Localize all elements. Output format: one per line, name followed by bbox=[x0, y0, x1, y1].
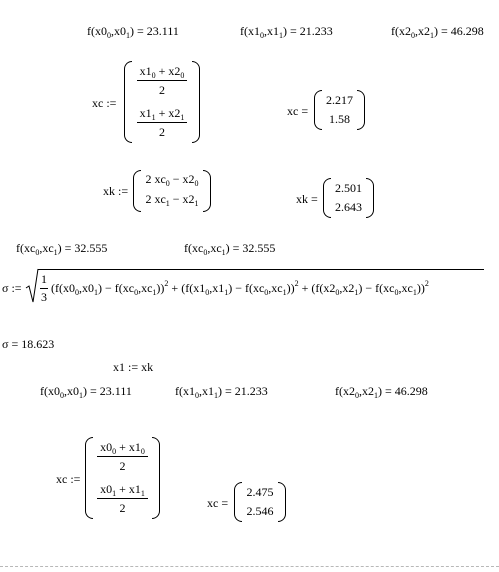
xc-def2-top-fraction: $\frac{x0_0 + x1_0}{2}$ bbox=[97, 440, 148, 473]
f-x0-value-2: $f(x0_0,x0_1) = 23.111$ bbox=[40, 384, 132, 400]
xc-result-vector bbox=[314, 90, 365, 130]
xk-def-vector: 2 $xc_0 - x2_0$ 2 $xc_1 - x2_1$ bbox=[133, 170, 211, 212]
xc-def-vector bbox=[124, 61, 200, 143]
f-x2-value-2: $f(x2_0,x2_1) = 46.298$ bbox=[335, 384, 428, 400]
sigma-def-lhs: σ := bbox=[2, 281, 22, 295]
one-third-fraction: $\frac{1}{3}$ bbox=[41, 272, 47, 304]
xk-result-1: 2.643 bbox=[335, 200, 362, 214]
xc-result2-lhs: xc = bbox=[207, 496, 229, 510]
xc-result-0: 2.217 bbox=[326, 93, 353, 107]
xc-result2-1: 2.546 bbox=[246, 504, 274, 518]
xk-result-lhs: xk = bbox=[296, 192, 318, 206]
sigma-expression: $\frac{1}{3}$ $(f(x0_0,x0_1) - f(xc_0,xc_1))^2 + (f(x1_0,x1_1) - f(xc_0,xc_1))^2 + (f(x2_0,x2_1) - f(xc_0,xc_1))^2$ bbox=[41, 272, 429, 304]
xc-result2-0: 2.475 bbox=[246, 485, 274, 499]
page-break-line bbox=[0, 566, 499, 567]
xc-def2-bottom-fraction: $\frac{x0_1 + x1_1}{2}$ bbox=[97, 482, 148, 515]
xk-result-vector bbox=[323, 178, 374, 218]
f-x2-value: $f(x2_0,x2_1) = 46.298$ bbox=[391, 24, 484, 40]
x1-assign-xk: x1 := xk bbox=[113, 360, 154, 374]
sigma-result: σ = 18.623 bbox=[2, 337, 55, 351]
xc-def-lhs: xc := bbox=[92, 96, 117, 110]
xc-result2-vector bbox=[234, 482, 286, 522]
f-xc-value-b: $f(xc_0,xc_1) = 32.555$ bbox=[184, 241, 276, 257]
f-x1-value: $f(x1_0,x1_1) = 21.233$ bbox=[240, 24, 333, 40]
f-x1-value-2: $f(x1_0,x1_1) = 21.233$ bbox=[175, 384, 268, 400]
xc-def-bottom-fraction: $\frac{x1_1 + x2_1}{2}$ bbox=[137, 106, 188, 139]
xc-def2-lhs: xc := bbox=[56, 472, 81, 486]
xc-def2-vector bbox=[85, 437, 160, 519]
f-x0-value: $f(x0_0,x0_1) = 23.111$ bbox=[87, 24, 179, 40]
f-xc-value-a: $f(xc_0,xc_1) = 32.555$ bbox=[16, 241, 108, 257]
xc-result-1: 1.58 bbox=[329, 112, 350, 126]
xk-def-lhs: xk := bbox=[103, 184, 129, 198]
xk-result-0: 2.501 bbox=[335, 181, 362, 195]
xc-result-lhs: xc = bbox=[287, 104, 309, 118]
sqrt-bar bbox=[38, 269, 484, 270]
sqrt-sign bbox=[25, 268, 39, 304]
xc-def-top-fraction: $\frac{x1_0 + x2_0}{2}$ bbox=[137, 64, 188, 97]
